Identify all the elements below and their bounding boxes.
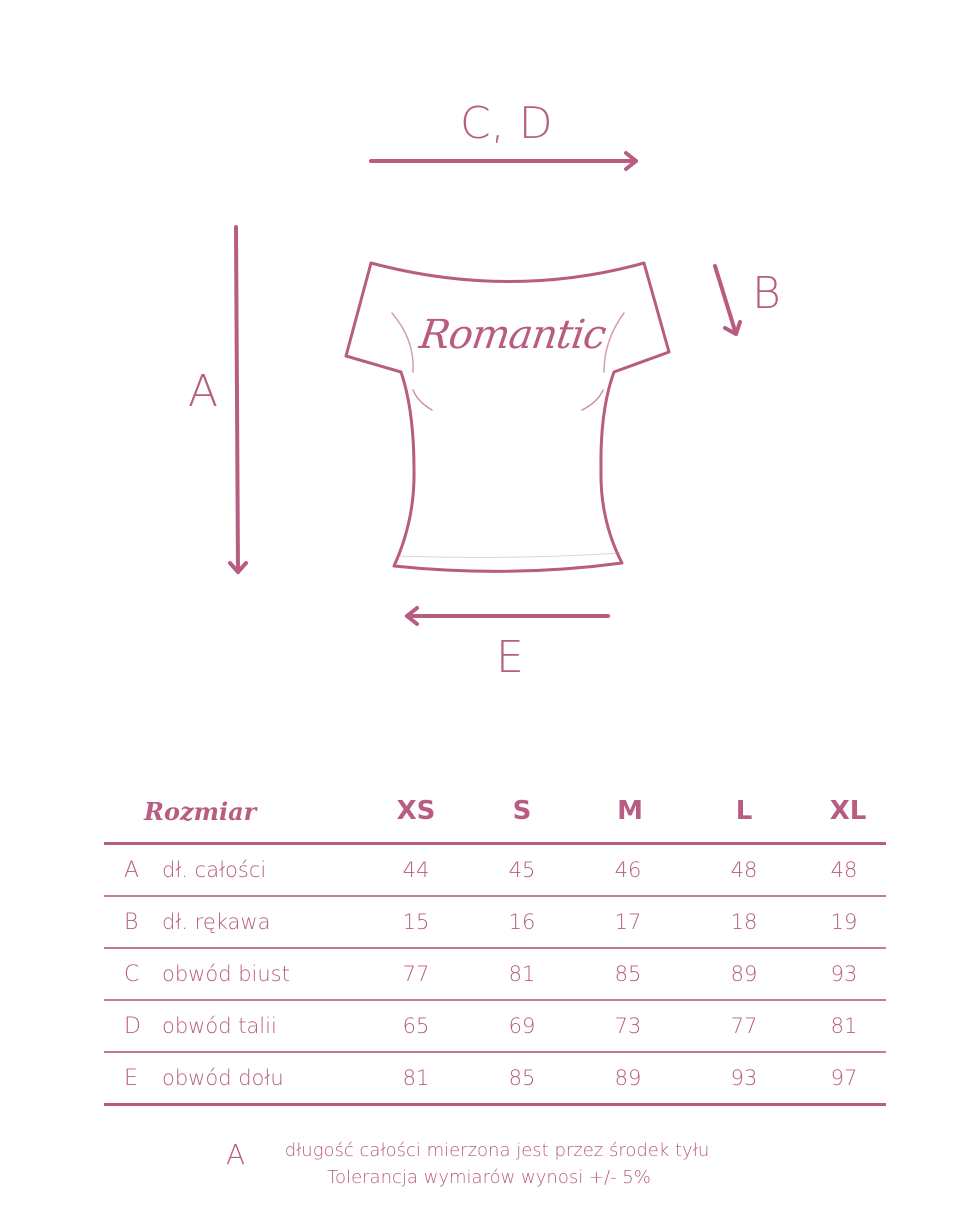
header-size: L	[735, 796, 753, 826]
row-value: 77	[402, 962, 430, 986]
row-value: 48	[730, 858, 758, 882]
row-name: dł. rękawa	[162, 910, 271, 934]
table-header	[104, 780, 886, 845]
row-value: 73	[614, 1014, 642, 1038]
header-title: Rozmiar	[144, 796, 257, 826]
row-value: 89	[614, 1066, 642, 1090]
row-name: dł. całości	[162, 858, 267, 882]
row-value: 93	[830, 962, 858, 986]
row-value: 81	[508, 962, 536, 986]
row-value: 45	[508, 858, 536, 882]
row-value: 44	[402, 858, 430, 882]
header-size: XL	[829, 796, 867, 826]
row-code: C	[124, 961, 140, 987]
row-value: 85	[508, 1066, 536, 1090]
row-value: 17	[614, 910, 642, 934]
table-row	[104, 845, 886, 897]
row-code: A	[124, 857, 140, 883]
row-value: 81	[830, 1014, 858, 1038]
row-name: obwód talii	[162, 1014, 277, 1038]
table-row	[104, 1053, 886, 1106]
footnote-marker: A	[226, 1138, 246, 1171]
size-table	[104, 780, 886, 1106]
label-b: B	[752, 268, 781, 319]
garment-print-text: Romantic	[416, 312, 609, 358]
row-name: obwód dołu	[162, 1066, 284, 1090]
row-value: 16	[508, 910, 536, 934]
row-value: 19	[830, 910, 858, 934]
header-size: M	[617, 796, 643, 826]
table-row	[104, 897, 886, 949]
row-value: 97	[830, 1066, 858, 1090]
row-value: 65	[402, 1014, 430, 1038]
header-size: S	[512, 796, 532, 826]
row-value: 18	[730, 910, 758, 934]
label-e: E	[496, 632, 524, 683]
row-value: 81	[402, 1066, 430, 1090]
table-row	[104, 1001, 886, 1053]
row-code: D	[124, 1013, 141, 1039]
label-a: A	[188, 366, 219, 417]
row-value: 89	[730, 962, 758, 986]
row-code: E	[124, 1065, 138, 1091]
header-size: XS	[396, 796, 436, 826]
footnote-text: długość całości mierzona jest przez środek tyłu	[284, 1140, 710, 1161]
row-value: 93	[730, 1066, 758, 1090]
tolerance-text: Tolerancja wymiarów wynosi +/- 5%	[327, 1167, 651, 1188]
row-value: 85	[614, 962, 642, 986]
row-value: 69	[508, 1014, 536, 1038]
row-name: obwód biust	[162, 962, 290, 986]
row-value: 77	[730, 1014, 758, 1038]
row-code: B	[124, 909, 139, 935]
row-value: 46	[614, 858, 642, 882]
label-c-d: C, D	[460, 98, 553, 149]
table-row	[104, 949, 886, 1001]
row-value: 15	[402, 910, 430, 934]
row-value: 48	[830, 858, 858, 882]
